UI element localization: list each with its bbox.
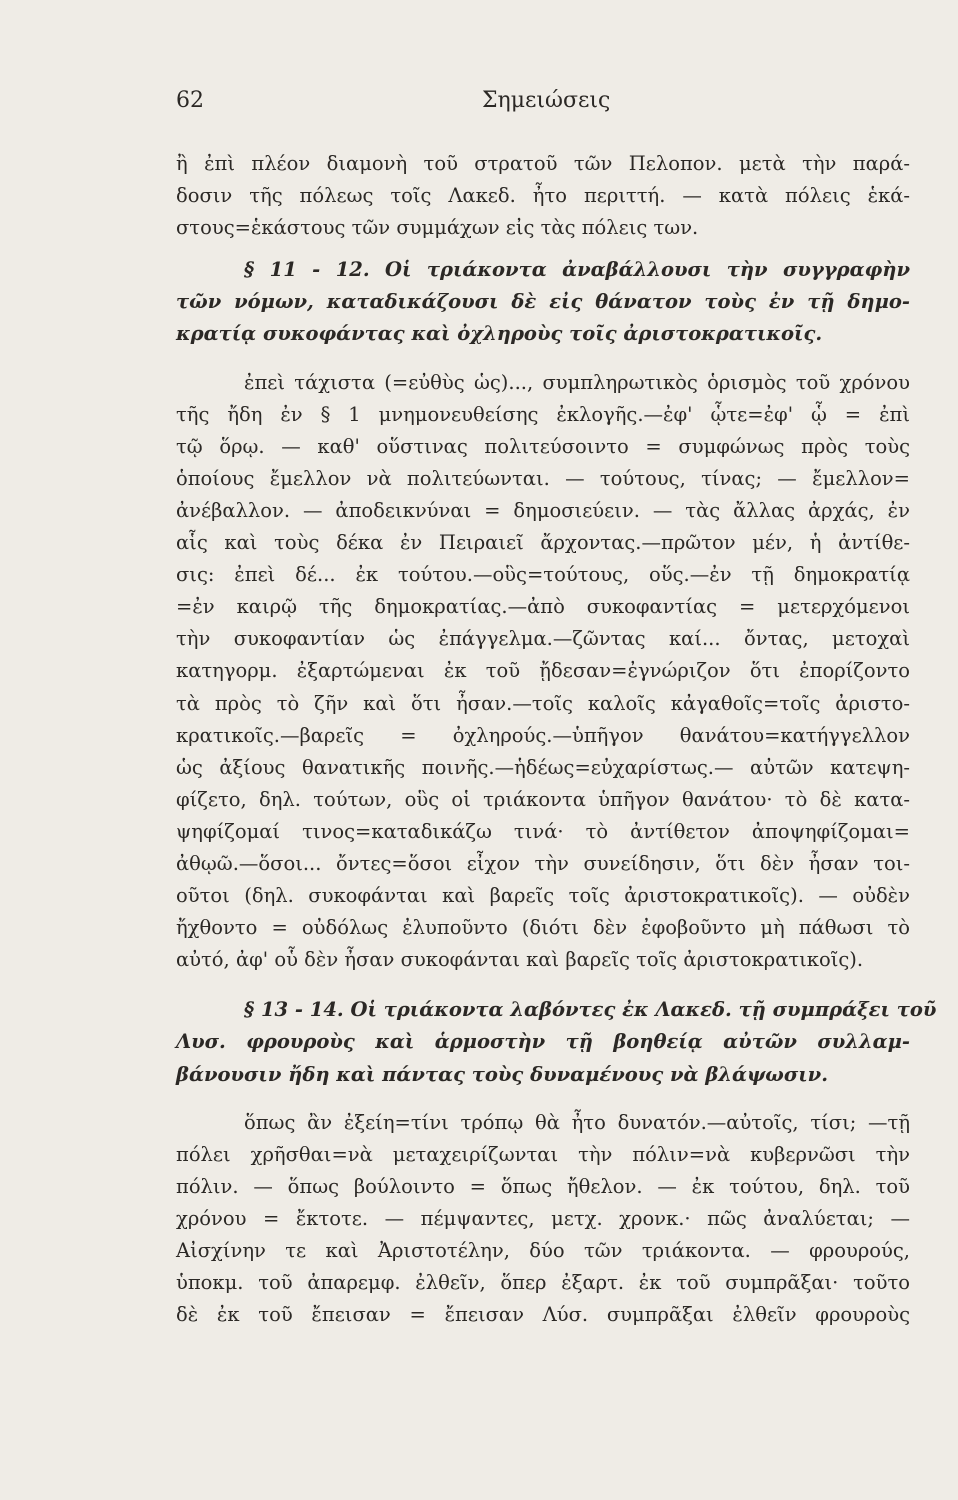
text-line: Αἰσχίνην τε καὶ Ἀριστοτέλην, δύο τῶν τριάκοντα. — φρουρούς, bbox=[176, 1239, 910, 1262]
text-line: δὲ ἐκ τοῦ ἔπεισαν = ἔπεισαν Λύσ. συμπρᾶξαι ἐλθεῖν φρουροὺς bbox=[176, 1303, 910, 1327]
text-line: πόλιν. — ὅπως βούλοιντο = ὅπως ἤθελον. — ἐκ τούτου, δηλ. τοῦ bbox=[176, 1174, 910, 1198]
heading-line: § 13 - 14. Οἱ τριάκοντα λαβόντες ἐκ Λακεδ. τῇ συμπράξει τοῦ bbox=[244, 998, 937, 1022]
text-line: στους=ἑκάστους τῶν συμμάχων εἰς τὰς πόλεις των. bbox=[176, 216, 699, 240]
text-line: ὅπως ἂν ἐξείη=τίνι τρόπῳ θὰ ἦτο δυνατόν.—αὐτοῖς, τίσι; —τῇ bbox=[244, 1110, 910, 1134]
text-line: αὐτό, ἀφ' οὗ δὲν ἦσαν συκοφάνται καὶ βαρεῖς τοῖς ἀριστοκρατικοῖς). bbox=[176, 948, 864, 972]
text-line: ἀθῳῶ.—ὅσοι... ὄντες=ὅσοι εἶχον τὴν συνείδησιν, ὅτι δὲν ἦσαν τοι- bbox=[176, 851, 910, 875]
text-line: ψηφίζομαί τινος=καταδικάζω τινά· τὸ ἀντίθετον ἀποψηφίζομαι= bbox=[176, 819, 910, 843]
running-title: Σημειώσεις bbox=[482, 88, 611, 113]
text-line: κρατικοῖς.—βαρεῖς = ὀχληρούς.—ὑπῆγον θανάτου=κατήγγελλον bbox=[176, 723, 910, 747]
heading-line: βάνουσιν ἤδη καὶ πάντας τοὺς δυναμένους νὰ βλάψωσιν. bbox=[176, 1062, 829, 1086]
heading-line: § 11 - 12. Οἱ τριάκοντα ἀναβάλλουσι τὴν συγγραφὴν bbox=[244, 258, 910, 282]
text-line: τῆς ἤδη ἐν § 1 μνημονευθείσης ἐκλογῆς.—ἐφ' ᾧτε=ἐφ' ᾧ = ἐπὶ bbox=[176, 402, 910, 426]
heading-line: τῶν νόμων, καταδικάζουσι δὲ εἰς θάνατον τοὺς ἐν τῇ δημο- bbox=[176, 290, 910, 314]
text-line: ἢ ἐπὶ πλέον διαμονὴ τοῦ στρατοῦ τῶν Πελοπον. μετὰ τὴν παρά- bbox=[176, 152, 910, 175]
text-line: ἐπεὶ τάχιστα (=εὐθὺς ὡς)..., συμπληρωτικὸς ὁρισμὸς τοῦ χρόνου bbox=[244, 370, 910, 394]
section-11-12-body bbox=[176, 367, 910, 977]
text-line: φίζετο, δηλ. τούτων, οὓς οἱ τριάκοντα ὑπῆγον θανάτου· τὸ δὲ κατα- bbox=[176, 787, 910, 811]
heading-line: κρατίᾳ συκοφάντας καὶ ὀχληροὺς τοῖς ἀριστοκρατικοῖς. bbox=[176, 322, 823, 346]
text-line: ἤχθοντο = οὐδόλως ἐλυποῦντο (διότι δὲν ἐφοβοῦντο μὴ πάθωσι τὸ bbox=[176, 916, 910, 940]
section-11-12-heading bbox=[176, 254, 910, 350]
page-body bbox=[176, 148, 937, 1331]
text-line: χρόνου = ἔκτοτε. — πέμψαντες, μετχ. χρονκ.· πῶς ἀναλύεται; — bbox=[176, 1206, 910, 1230]
text-line: οῦτοι (δηλ. συκοφάνται καὶ βαρεῖς τοῖς ἀριστοκρατικοῖς). — οὐδὲν bbox=[176, 884, 910, 908]
page-number: 62 bbox=[176, 88, 204, 113]
text-line: κατηγορμ. ἐξαρτώμεναι ἐκ τοῦ ᾔδεσαν=ἐγνώριζον ὅτι ἐπορίζοντο bbox=[176, 659, 910, 683]
text-line: πόλει χρῆσθαι=νὰ μεταχειρίζωνται τὴν πόλιν=νὰ κυβερνῶσι τὴν bbox=[176, 1142, 910, 1166]
section-13-14-heading bbox=[176, 994, 937, 1090]
text-line: =ἐν καιρῷ τῆς δημοκρατίας.—ἀπὸ συκοφαντίας = μετερχόμενοι bbox=[176, 595, 910, 619]
section-13-14-body bbox=[176, 1107, 910, 1332]
page-header bbox=[176, 88, 912, 124]
heading-line: Λυσ. φρουροὺς καὶ ἁρμοστὴν τῇ βοηθείᾳ αὐτῶν συλλαμ- bbox=[176, 1030, 910, 1054]
text-line: σις: ἐπεὶ δέ... ἐκ τούτου.—οὓς=τούτους, οὕς.—ἐν τῇ δημοκρατίᾳ bbox=[176, 563, 910, 587]
text-line: ὡς ἀξίους θανατικῆς ποινῆς.—ἡδέως=εὐχαρίστως.— αὐτῶν κατεψη- bbox=[176, 755, 910, 779]
text-line: ἀνέβαλλον. — ἀποδεικνύναι = δημοσιεύειν. — τὰς ἄλλας ἀρχάς, ἐν bbox=[176, 498, 910, 522]
text-line: τὴν συκοφαντίαν ὡς ἐπάγγελμα.—ζῶντας καί... ὄντας, μετοχαὶ bbox=[176, 627, 910, 651]
text-line: δοσιν τῆς πόλεως τοῖς Λακεδ. ἦτο περιττή. — κατὰ πόλεις ἑκά- bbox=[176, 184, 910, 208]
text-line: ὑποκμ. τοῦ ἀπαρεμφ. ἐλθεῖν, ὅπερ ἐξαρτ. ἐκ τοῦ συμπρᾶξαι· τοῦτο bbox=[176, 1271, 910, 1295]
paragraph-intro bbox=[176, 148, 910, 244]
text-line: αἷς καὶ τοὺς δέκα ἐν Πειραιεῖ ἄρχοντας.—πρῶτον μέν, ἡ ἀντίθε- bbox=[176, 531, 910, 555]
text-line: τῷ ὅρῳ. — καθ' οὕστινας πολιτεύσοιντο = συμφώνως πρὸς τοὺς bbox=[176, 434, 910, 458]
text-line: ὁποίους ἔμελλον νὰ πολιτεύωνται. — τούτους, τίνας; — ἔμελλον= bbox=[176, 466, 910, 490]
text-line: τὰ πρὸς τὸ ζῆν καὶ ὅτι ἦσαν.—τοῖς καλοῖς κἀγαθοῖς=τοῖς ἀριστο- bbox=[176, 691, 910, 715]
